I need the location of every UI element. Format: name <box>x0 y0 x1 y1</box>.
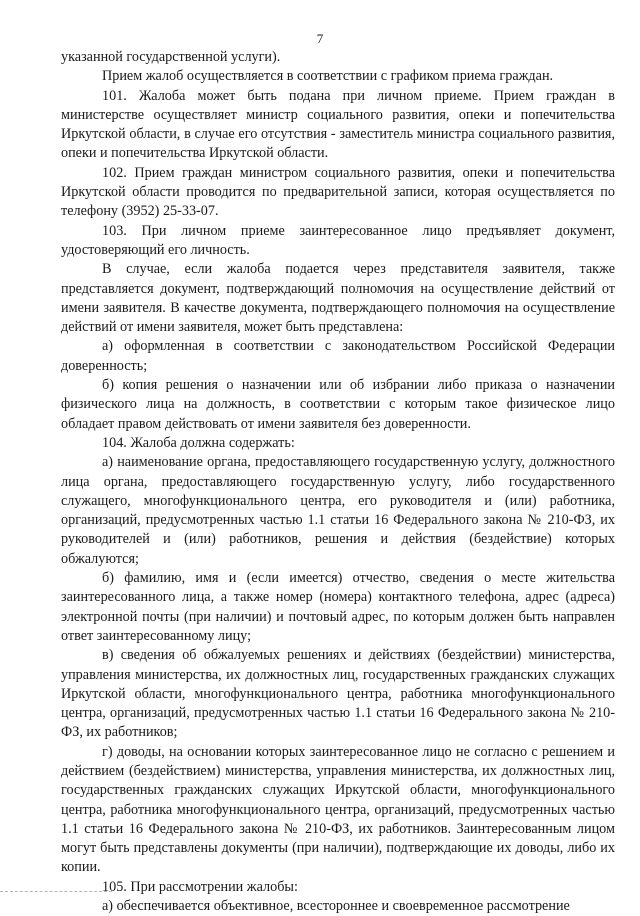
footer-dashed-line <box>0 891 112 892</box>
paragraph-103: 103. При личном приеме заинтересованное лицо предъявляет документ, удостоверяющий его личность. <box>61 222 615 258</box>
paragraph-102: 102. Прием граждан министром социального развития, опеки и попечительства Иркутской области проводится по предварительной записи, которая осуществляется по телефону (3952) 25-33-07. <box>61 164 615 220</box>
paragraph-representative-b: б) копия решения о назначении или об избрании либо приказа о назначении физического лица на должность, в соответствии с которым такое физическое лицо обладает правом действовать от имени заявителя без доверенности. <box>61 377 615 432</box>
page-number: 7 <box>316 31 324 46</box>
paragraph-complaint-schedule: Прием жалоб осуществляется в соответствии с графиком приема граждан. <box>102 68 554 85</box>
paragraph-101: 101. Жалоба может быть подана при личном приеме. Прием граждан в министерстве осуществляет министр социального развития, опеки и попечительства Иркутской области, в случае его отсутствия - заместитель министра социального развития, опеки и попечительства Иркутской области. <box>61 87 615 162</box>
paragraph-104-a: а) наименование органа, предоставляющего государственную услугу, должностного лица органа, предоставляющего государственную услугу, либо государственного служащего, многофункционального центра, его руководителя и (или) работника, организаций, предусмотренных частью 1.1 статьи 16 Федерального закона № 210-ФЗ, их руководителей и (или) работников, решения и действия (бездействие) которых обжалуются; <box>61 454 615 567</box>
paragraph-representative-a: а) оформленная в соответствии с законодательством Российской Федерации доверенность; <box>61 338 615 374</box>
paragraph-representative: В случае, если жалоба подается через представителя заявителя, также представляется документ, подтверждающий полномочия на осуществление действий от имени заявителя. В качестве документа, подтверждающего полномочия на осуществление действий от имени заявителя, может быть представлена: <box>61 261 615 336</box>
document-body <box>61 48 615 916</box>
paragraph-104-b: б) фамилию, имя и (если имеется) отчество, сведения о месте жительства заинтересованного лица, а также номер (номера) контактного телефона, адрес (адреса) электронной почты (при наличии) и почтовый адрес, по которым должен быть направлен ответ заинтересованному лицу; <box>61 570 615 644</box>
paragraph-continuation: указанной государственной услуги). <box>61 49 281 65</box>
paragraph-104-c: в) сведения об обжалуемых решениях и действиях (бездействии) министерства, управления министерства, их должностных лиц, государственных гражданских служащих Иркутской области, многофункционального центра, работника многофункционального центра, организаций, предусмотренных частью 1.1 статьи 16 Федерального закона № 210-ФЗ, их работников; <box>61 647 615 741</box>
paragraph-104-d: г) доводы, на основании которых заинтересованное лицо не согласно с решением и действием (бездействием) министерства, управления министерства, их должностных лиц, государственных гражданских служащих Иркутской области, многофункционального центра, работника многофункционального центра, организаций, предусмотренных частью 1.1 статьи 16 Федерального закона № 210-ФЗ, их работников. Заинтересованным лицом могут быть представлены документы (при наличии), подтверждающие их доводы, либо их копии. <box>61 743 615 876</box>
paragraph-105: 105. При рассмотрении жалобы: <box>102 878 298 895</box>
paragraph-104: 104. Жалоба должна содержать: <box>102 434 295 451</box>
paragraph-105-a: а) обеспечивается объективное, всестороннее и своевременное рассмотрение <box>102 898 570 915</box>
